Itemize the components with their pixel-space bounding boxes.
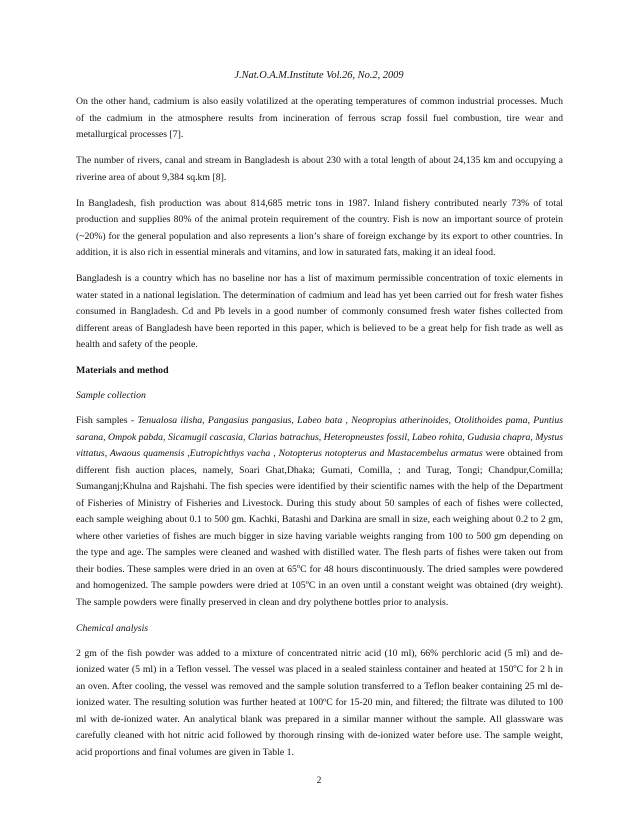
chem-text-1: 2 gm of the fish powder was added to a mixture of concentrated nitric acid (10 ml), 66% perchloric acid (5 ml) and de-ionized water (5 ml) in a Teflon vessel. The vessel was placed in a sealed stainless container and heated at 150 <box>76 647 563 675</box>
sample-text-2: C for 48 hours discontinuously. The dried samples were powdered and homogenized. The sample powders were dried at 105 <box>76 563 563 591</box>
chem-text-2: C for 2 h in an oven. After cooling, the vessel was removed and the sample solution transferred to a Teflon beaker containing 25 ml de-ionized water. The resulting solution was further heated at 100ºC for 15-20 min, and filtered; the filtrate was diluted to 100 ml with de-ionized water. An analytical blank was prepared in a similar manner without the sample. All glassware was carefully cleaned with hot nitric acid followed by thorough rinsing with de-ionized water before use. The sample weight, acid proportions and final volumes are given in Table 1. <box>76 664 563 758</box>
paragraph-baseline: Bangladesh is a country which has no baseline nor has a list of maximum permissible concentration of toxic elements in water stated in a national legislation. The determination of cadmium and lead has yet been carried out for fresh water fishes consumed in Bangladesh. Cd and Pb levels in a good number of commonly consumed fresh water fishes collected from different areas of Bangladesh have been reported in this paper, which is believed to be a great help for fish trade as well as health and safety of the people. <box>76 273 563 350</box>
page-number: 2 <box>316 776 322 786</box>
sample-lead: Fish samples - <box>76 415 138 426</box>
degree-sign-3: o <box>513 662 517 670</box>
subsection-heading-sample-collection: Sample collection <box>76 390 146 401</box>
section-heading-materials: Materials and method <box>76 365 169 376</box>
subsection-heading-chemical-analysis: Chemical analysis <box>76 622 149 634</box>
species-list: Tenualosa ilisha, Pangasius pangasius, Labeo bata , Neopropius atherinoides, Otolithoides pama, Puntius sarana, Ompok pabda, Sicamugil cascasia, Clarias batrachus, Heteropneustes fossil, Labeo rohita, Gudusia chapra, Mystus vittatus, Awaous quamensis ,Eutropichthys vacha , Notopterus notopterus and Mastacembelus armatus <box>76 415 564 459</box>
paragraph-rivers: The number of rivers, canal and stream in Bangladesh is about 230 with a total length of about 24,135 km and occupying a riverine area of about 9,384 sq.km [8]. <box>76 155 563 183</box>
degree-sign-2: o <box>305 578 309 586</box>
paragraph-chemical-analysis <box>76 646 563 762</box>
article-body <box>76 94 563 771</box>
sample-text-1: were obtained from different fish auction places, namely, Soari Ghat,Dhaka; Gumati, Comilla, ; and Turag, Tongi; Chandpur,Comilla; Sumanganj;Khulna and Rajshahi. The fish species were identified by their scientific names with the help of the Department of Fisheries of Ministry of Fisheries and Livestock. During this study about 50 samples of each of fishes were collected, each sample weighing about 0.1 to 500 gm. Kachki, Batashi and Darkina are small in size, each weighing about 0.2 to 2 gm, where other varieties of fishes are much bigger in size having variable weights ranging from 100 to 500 gm depending on the type and age. The samples were cleaned and washed with distilled water. The flesh parts of fishes were taken out from their bodies. These samples were dried in an oven at 65 <box>76 448 564 575</box>
degree-sign-1: o <box>296 562 301 570</box>
journal-header: J.Nat.O.A.M.Institute Vol.26, No.2, 2009 <box>234 70 404 81</box>
paragraph-cadmium: On the other hand, cadmium is also easily volatilized at the operating temperatures of common industrial processes. Much of the cadmium in the atmosphere results from incineration of ferrous scrap fossil fuel combustion, tire wear and metallurgical processes [7]. <box>76 96 563 140</box>
paragraph-fish-production: In Bangladesh, fish production was about 814,685 metric tons in 1987. Inland fishery contributed nearly 73% of total production and supplies 80% of the animal protein requirement of the country. Fish is now an important source of protein (~20%) for the general population and also represents a lion’s share of foreign exchange by its export to other countries. In addition, it is also rich in essential minerals and vitamins, and low in saturated fats, making it an ideal food. <box>76 197 563 258</box>
sample-text-3: C in an oven until a constant weight was obtained (dry weight). The sample powders were finally preserved in clean and dry polythene bottles prior to analysis. <box>76 580 563 608</box>
paragraph-sample-collection <box>76 413 563 611</box>
